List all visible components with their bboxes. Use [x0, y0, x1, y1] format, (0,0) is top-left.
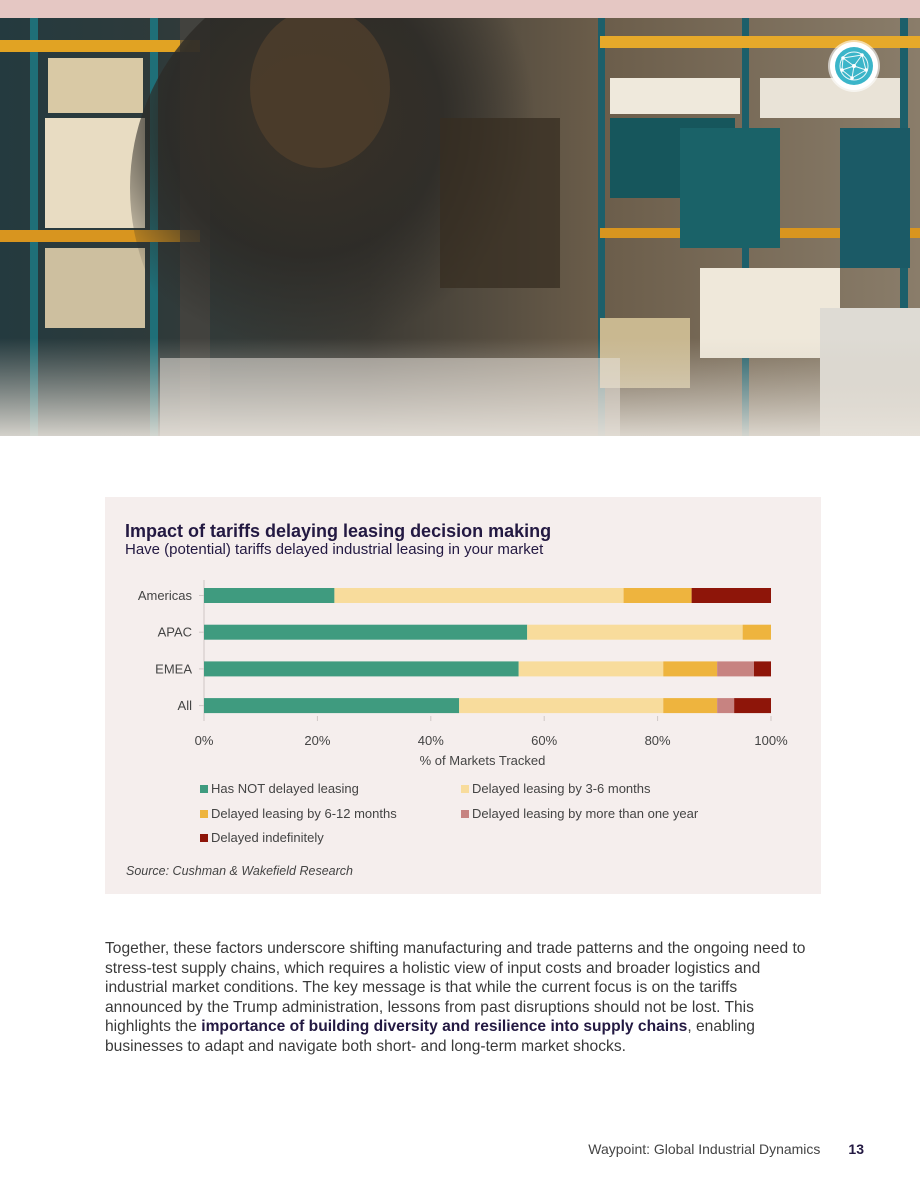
bar-segment — [717, 661, 754, 676]
bar-segment — [663, 661, 717, 676]
top-color-band — [0, 0, 920, 18]
y-tick-label: All — [177, 698, 192, 714]
bar-segment — [527, 625, 742, 640]
legend-label: Delayed indefinitely — [211, 830, 324, 845]
x-tick-label: 100% — [754, 733, 788, 748]
bar-segment — [204, 698, 459, 713]
legend-label: Delayed leasing by more than one year — [472, 806, 699, 821]
legend-swatch — [200, 785, 208, 793]
legend-label: Delayed leasing by 3-6 months — [472, 781, 651, 796]
legend-swatch — [461, 785, 469, 793]
legend-item — [200, 806, 397, 821]
bar-segment — [717, 698, 734, 713]
y-tick-label: Americas — [137, 588, 192, 603]
legend-label: Has NOT delayed leasing — [211, 781, 359, 796]
chart-source: Source: Cushman & Wakefield Research — [126, 864, 353, 878]
x-tick-label: 40% — [417, 733, 444, 748]
y-tick-label: EMEA — [155, 661, 192, 677]
bar-segment — [204, 661, 519, 676]
bar-segment — [743, 625, 771, 640]
x-axis-title: % of Markets Tracked — [419, 753, 546, 768]
bar-segment — [754, 661, 771, 676]
footer-publication: Waypoint: Global Industrial Dynamics — [588, 1141, 821, 1157]
chart-panel — [105, 497, 821, 894]
bar-segment — [459, 698, 663, 713]
legend-swatch — [200, 810, 208, 818]
legend-item — [200, 830, 324, 845]
body-text-part-1: Together, these factors underscore shifting manufacturing and trade patterns and the ongoing need to stress-test supply chains, which requires a holistic view of input costs and broader logistics and industrial market conditions. The key message is that while the current focus is on the tariffs announced by the Trump administration, lessons from past disruptions should not be lost. This highlights the — [105, 940, 806, 1035]
bar-segment — [663, 698, 717, 713]
hero-warehouse-photo — [0, 18, 920, 436]
stacked-bar-chart — [105, 497, 821, 777]
legend-item — [461, 781, 651, 796]
bar-segment — [624, 588, 692, 603]
chart-subtitle: Have (potential) tariffs delayed industrial leasing in your market — [125, 541, 544, 558]
bar-segment — [204, 588, 334, 603]
body-paragraph — [105, 939, 817, 1056]
bar-segment — [734, 698, 771, 713]
body-text-part-2: , enabling businesses to adapt and navigate both short- and long-term market shocks. — [105, 1018, 755, 1055]
bar-segment — [204, 625, 527, 640]
bar-segment — [692, 588, 771, 603]
x-tick-label: 80% — [644, 733, 671, 748]
legend-swatch — [200, 834, 208, 842]
x-tick-label: 20% — [304, 733, 331, 748]
page-number: 13 — [848, 1141, 864, 1157]
body-text-emphasis: importance of building diversity and resilience into supply chains — [201, 1018, 688, 1035]
legend-label: Delayed leasing by 6-12 months — [211, 806, 397, 821]
network-globe-icon — [830, 42, 878, 90]
legend-item — [461, 806, 698, 821]
legend-item — [200, 781, 359, 796]
bar-segment — [519, 661, 664, 676]
bar-segment — [334, 588, 623, 603]
y-tick-label: APAC — [157, 624, 192, 640]
legend-swatch — [461, 810, 469, 818]
x-tick-label: 60% — [531, 733, 558, 748]
page-footer — [588, 1141, 864, 1157]
chart-title: Impact of tariffs delaying leasing decision making — [125, 521, 552, 541]
x-tick-label: 0% — [194, 733, 214, 748]
